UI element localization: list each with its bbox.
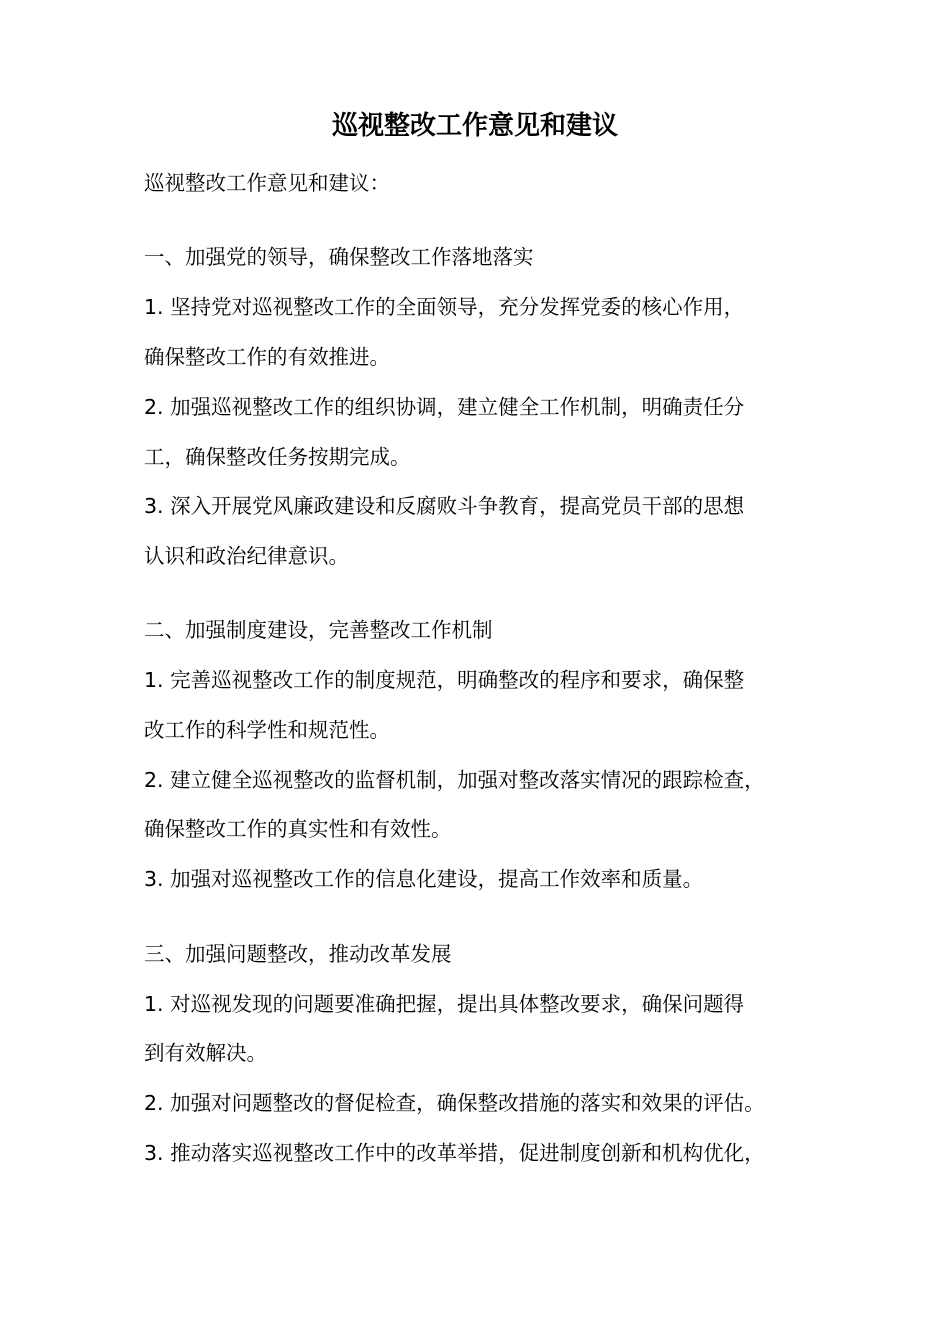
paragraph-line: 工，确保整改任务按期完成。 (144, 445, 411, 469)
paragraph-line: 1. 对巡视发现的问题要准确把握，提出具体整改要求，确保问题得 (144, 992, 745, 1016)
paragraph-line: 改工作的科学性和规范性。 (144, 718, 390, 742)
section-heading-3: 三、加强问题整改，推动改革发展 (144, 942, 452, 966)
intro-line: 巡视整改工作意见和建议： (144, 171, 390, 195)
paragraph-line: 2. 加强巡视整改工作的组织协调，建立健全工作机制，明确责任分 (144, 395, 745, 419)
paragraph-line: 3. 加强对巡视整改工作的信息化建设，提高工作效率和质量。 (144, 867, 704, 891)
paragraph-line: 确保整改工作的有效推进。 (144, 345, 390, 369)
paragraph-line: 2. 加强对问题整改的督促检查，确保整改措施的落实和效果的评估。 (144, 1091, 765, 1115)
paragraph-line: 3. 推动落实巡视整改工作中的改革举措，促进制度创新和机构优化， (144, 1141, 765, 1165)
paragraph-line: 1. 坚持党对巡视整改工作的全面领导，充分发挥党委的核心作用， (144, 295, 745, 319)
paragraph-line: 3. 深入开展党风廉政建设和反腐败斗争教育，提高党员干部的思想 (144, 494, 745, 518)
section-heading-1: 一、加强党的领导，确保整改工作落地落实 (144, 245, 534, 269)
paragraph-line: 2. 建立健全巡视整改的监督机制，加强对整改落实情况的跟踪检查， (144, 768, 765, 792)
paragraph-line: 确保整改工作的真实性和有效性。 (144, 817, 452, 841)
document-title: 巡视整改工作意见和建议 (331, 111, 618, 141)
paragraph-line: 1. 完善巡视整改工作的制度规范，明确整改的程序和要求，确保整 (144, 668, 745, 692)
section-heading-2: 二、加强制度建设，完善整改工作机制 (144, 618, 493, 642)
paragraph-line: 认识和政治纪律意识。 (144, 544, 349, 568)
paragraph-line: 到有效解决。 (144, 1041, 267, 1065)
